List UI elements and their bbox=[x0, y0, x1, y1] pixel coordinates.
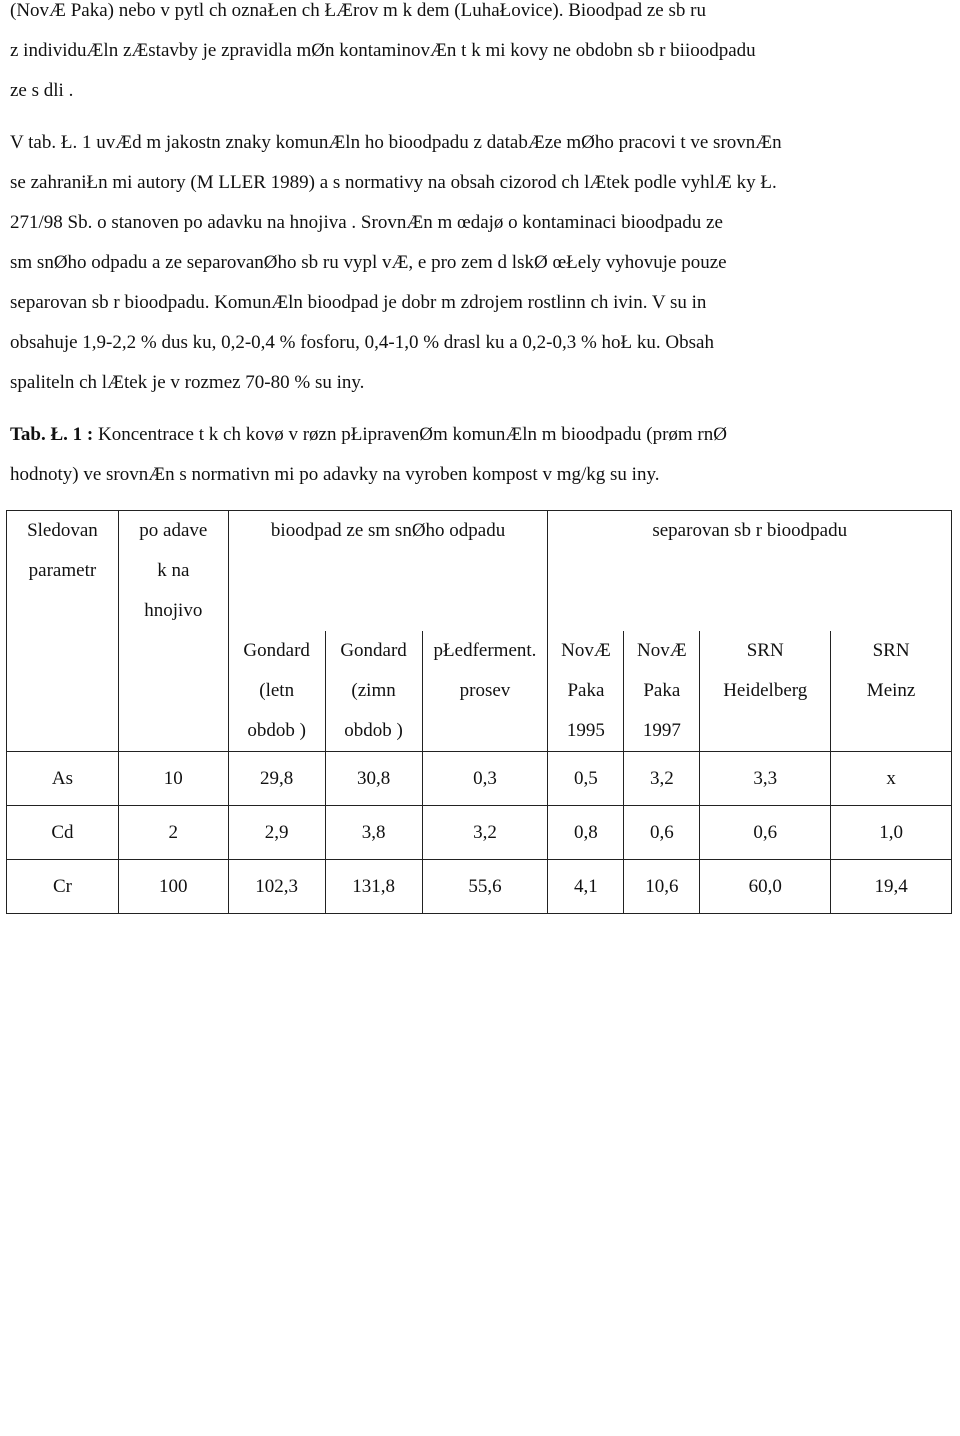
header-sub-line: pŁedferment. bbox=[433, 640, 537, 661]
metals-table bbox=[6, 510, 952, 914]
table-cell: 3,8 bbox=[325, 806, 422, 860]
header-sub-line: 1997 bbox=[642, 720, 681, 741]
paragraph-2-line-2: se zahraniŁn mi autory (M LLER 1989) a s normativy na obsah cizorod ch lÆtek podle vyhlÆ ky Ł. bbox=[10, 172, 777, 193]
table-cell: x bbox=[831, 752, 952, 806]
table-cell: 3,3 bbox=[700, 752, 831, 806]
table-cell: 0,3 bbox=[422, 752, 548, 806]
header-requirement-line-3: hnojivo bbox=[144, 600, 203, 621]
header-srn-meinz bbox=[831, 631, 952, 752]
table-cell: 2,9 bbox=[228, 806, 325, 860]
table-cell: 0,6 bbox=[700, 806, 831, 860]
paragraph-2-line-1: V tab. Ł. 1 uvÆd m jakostn znaky komunÆln ho bioodpadu z databÆze mØho pracovi t ve srovnÆn bbox=[10, 132, 782, 153]
header-requirement-line-1: po adave bbox=[139, 520, 208, 541]
header-sub-line: SRN bbox=[872, 640, 910, 661]
paragraph-1-line-1: (NovÆ Paka) nebo v pytl ch oznaŁen ch ŁÆrov m k dem (LuhaŁovice). Bioodpad ze sb ru bbox=[10, 0, 706, 21]
table-cell: 2 bbox=[118, 806, 228, 860]
paragraph-1-line-3: ze s dli . bbox=[10, 80, 74, 101]
header-nova-paka-1995 bbox=[548, 631, 624, 752]
table-cell: 0,8 bbox=[548, 806, 624, 860]
header-sub-line: Meinz bbox=[866, 680, 916, 701]
table-cell: 10,6 bbox=[624, 860, 700, 914]
table-cell: 100 bbox=[118, 860, 228, 914]
header-sub-line: Paka bbox=[643, 680, 681, 701]
paragraph-2-line-5: separovan sb r bioodpadu. KomunÆln bioodpad je dobr m zdrojem rostlinn ch ivin. V su in bbox=[10, 292, 707, 313]
header-sub-line: prosev bbox=[459, 680, 511, 701]
header-sub-line: Heidelberg bbox=[723, 680, 808, 701]
paragraph-2-line-6: obsahuje 1,9-2,2 % dus ku, 0,2-0,4 % fosforu, 0,4-1,0 % drasl ku a 0,2-0,3 % hoŁ ku. Obsah bbox=[10, 332, 714, 353]
table-cell: As bbox=[7, 752, 119, 806]
table-cell: 19,4 bbox=[831, 860, 952, 914]
table-cell: 3,2 bbox=[624, 752, 700, 806]
paragraph-2-line-4: sm snØho odpadu a ze separovanØho sb ru vypl vÆ, e pro zem d lskØ œŁely vyhovuje pouze bbox=[10, 252, 727, 273]
header-preferment bbox=[422, 631, 548, 752]
table-caption-label: Tab. Ł. 1 : bbox=[10, 424, 94, 445]
header-sub-line: Gondard bbox=[243, 640, 310, 661]
header-parameter-line-2: parametr bbox=[28, 560, 97, 581]
header-group-separated bbox=[548, 511, 952, 632]
header-srn-heidelberg bbox=[700, 631, 831, 752]
header-group-mixed-waste bbox=[228, 511, 548, 632]
header-sub-line: (zimn bbox=[351, 680, 396, 701]
table-cell: Cr bbox=[7, 860, 119, 914]
header-sub-line: Paka bbox=[567, 680, 605, 701]
table-cell: 0,6 bbox=[624, 806, 700, 860]
header-sub-line: NovÆ bbox=[561, 640, 611, 661]
table-row bbox=[7, 860, 952, 914]
table-cell: Cd bbox=[7, 806, 119, 860]
header-sub-line: (letn bbox=[259, 680, 295, 701]
paragraph-2-line-3: 271/98 Sb. o stanoven po adavku na hnojiva . SrovnÆn m œdajø o kontaminaci bioodpadu ze bbox=[10, 212, 723, 233]
table-cell: 29,8 bbox=[228, 752, 325, 806]
table-caption bbox=[10, 424, 950, 446]
header-sub-line: Gondard bbox=[340, 640, 407, 661]
header-sub-line: 1995 bbox=[566, 720, 605, 741]
table-cell: 55,6 bbox=[422, 860, 548, 914]
table-cell: 10 bbox=[118, 752, 228, 806]
paragraph-1-line-2: z individuÆln zÆstavby je zpravidla mØn kontaminovÆn t k mi kovy ne obdobn sb r biioodpadu bbox=[10, 40, 756, 61]
table-cell: 60,0 bbox=[700, 860, 831, 914]
header-requirement-line-2: k na bbox=[157, 560, 190, 581]
header-requirement bbox=[118, 511, 228, 752]
header-group-mixed-waste-label: bioodpad ze sm snØho odpadu bbox=[270, 520, 506, 541]
header-gondard-winter bbox=[325, 631, 422, 752]
table-row bbox=[7, 752, 952, 806]
header-nova-paka-1997 bbox=[624, 631, 700, 752]
table-header-row-1 bbox=[7, 511, 952, 632]
table-cell: 131,8 bbox=[325, 860, 422, 914]
header-sub-line: obdob ) bbox=[247, 720, 306, 741]
table-row bbox=[7, 806, 952, 860]
header-sub-line: obdob ) bbox=[344, 720, 403, 741]
header-gondard-summer bbox=[228, 631, 325, 752]
table-cell: 0,5 bbox=[548, 752, 624, 806]
table-caption-text: Koncentrace t k ch kovø v røzn pŁipravenØm komunÆln m bioodpadu (prøm rnØ bbox=[93, 424, 727, 445]
header-sub-line: SRN bbox=[746, 640, 784, 661]
table-cell: 102,3 bbox=[228, 860, 325, 914]
header-parameter bbox=[7, 511, 119, 752]
header-parameter-line-1: Sledovan bbox=[27, 520, 98, 541]
paragraph-2-line-7: spaliteln ch lÆtek je v rozmez 70-80 % su iny. bbox=[10, 372, 365, 393]
table-cell: 1,0 bbox=[831, 806, 952, 860]
table-cell: 3,2 bbox=[422, 806, 548, 860]
table-caption-line-2: hodnoty) ve srovnÆn s normativn mi po adavky na vyroben kompost v mg/kg su iny. bbox=[10, 464, 660, 485]
table-cell: 30,8 bbox=[325, 752, 422, 806]
header-group-separated-label: separovan sb r bioodpadu bbox=[652, 520, 848, 541]
table-cell: 4,1 bbox=[548, 860, 624, 914]
header-sub-line: NovÆ bbox=[637, 640, 687, 661]
